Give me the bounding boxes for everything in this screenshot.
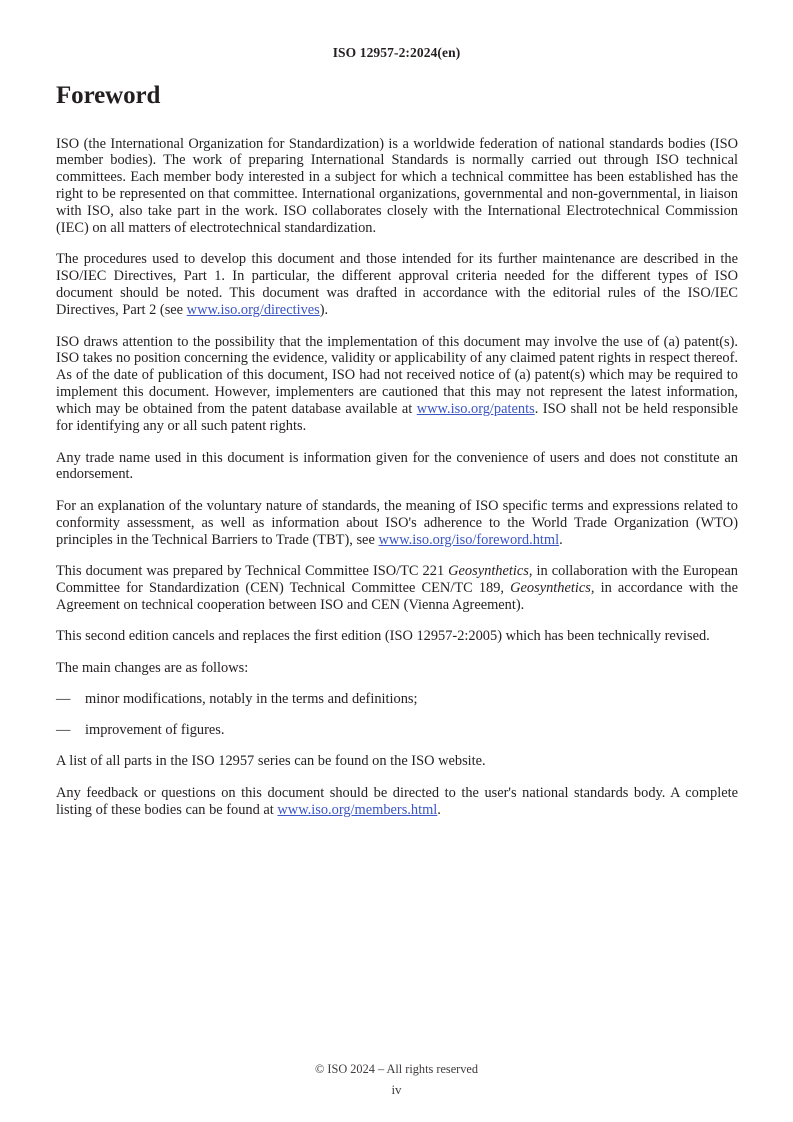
tc-text-3: in accordance with the Agreement on technical cooperation between ISO and CEN (Vienna Agreement). [56, 579, 739, 613]
paragraph-voluntary-text-before: For an explanation of the voluntary nature of standards, the meaning of ISO specific terms and expressions related to conformity assessment, as well as information about ISO's adherence to the World Trade Organization (WTO) principles in the Technical Barriers to Trade (TBT), see [56, 497, 738, 548]
paragraph-patents-text-before: ISO draws attention to the possibility that the implementation of this document may involve the use of (a) patent(s). ISO takes no position concerning the evidence, validity or applicability of any claimed patent rights in respect thereof. As of the date of publication of this document, ISO had not received notice of (a) patent(s) which may be required to implement this document. However, implementers are cautioned that this may not represent the latest information, which may be obtained from the patent database available at [56, 333, 738, 418]
paragraph-trade-name: Any trade name used in this document is information given for the convenience of users and does not constitute an endorsement. [56, 449, 738, 483]
paragraph-voluntary-text-after: . [559, 531, 563, 548]
link-iso-members[interactable]: www.iso.org/members.html [277, 801, 438, 818]
link-iso-foreword[interactable]: www.iso.org/iso/foreword.html [378, 531, 560, 548]
list-item [56, 722, 738, 739]
paragraph-main-changes-intro: The main changes are as follows: [56, 659, 249, 676]
paragraph-feedback-text-after: . [437, 801, 441, 818]
page-number: iv [391, 1082, 402, 1098]
paragraph-voluntary-nature [56, 498, 738, 549]
changes-list [56, 691, 738, 739]
paragraph-feedback-text-before: Any feedback or questions on this document should be directed to the user's national standards body. A complete listing of these bodies can be found at [56, 784, 738, 818]
tc-emphasis-geosynthetics-2: Geosynthetics, [510, 579, 595, 596]
em-dash-bullet-icon: — [56, 691, 71, 708]
list-item [56, 691, 738, 708]
paragraph-procedures-text-before: The procedures used to develop this document and those intended for its further maintenance are described in the ISO/IEC Directives, Part 1. In particular, the different approval criteria needed for the different types of ISO document should be noted. This document was drafted in accordance with the editorial rules of the ISO/IEC Directives, Part 2 (see [56, 251, 738, 319]
page-title: Foreword [56, 82, 161, 109]
paragraph-patents-text-after: . ISO shall not be held responsible for identifying any or all such patent rights. [56, 401, 739, 435]
paragraph-second-edition: This second edition cancels and replaces the first edition (ISO 12957-2:2005) which has been technically revised. [56, 628, 710, 645]
document-content [56, 82, 738, 819]
paragraph-patents [56, 334, 738, 435]
paragraph-iso-intro: ISO (the International Organization for Standardization) is a worldwide federation of national standards bodies (ISO member bodies). The work of preparing International Standards is normally carried out through ISO technical committees. Each member body interested in a subject for which a technical committee has been established has the right to be represented on that committee. International organizations, governmental and non-governmental, in liaison with ISO, also take part in the work. ISO collaborates closely with the International Electrotechnical Commission (IEC) on all matters of electrotechnical standardization. [56, 135, 738, 237]
paragraph-feedback [56, 785, 738, 819]
em-dash-bullet-icon: — [56, 721, 71, 738]
list-item-label: minor modifications, notably in the terms and definitions; [85, 691, 418, 708]
tc-text-2: , in collaboration with the European Committee for Standardization (CEN) Technical Committee CEN/TC 189, [56, 563, 738, 596]
tc-emphasis-geosynthetics-1: Geosynthetics [448, 563, 529, 580]
list-item-label: improvement of figures. [85, 721, 225, 738]
paragraph-technical-committee [56, 563, 738, 614]
paragraph-procedures-text-after: ). [319, 302, 329, 319]
page-footer [0, 1063, 793, 1096]
paragraph-procedures [56, 251, 738, 319]
link-iso-patents[interactable]: www.iso.org/patents [416, 401, 535, 418]
link-iso-directives[interactable]: www.iso.org/directives [186, 302, 320, 319]
tc-text-1: This document was prepared by Technical Committee ISO/TC 221 [56, 563, 449, 580]
copyright-notice: © ISO 2024 – All rights reserved [314, 1062, 479, 1076]
paragraph-parts-list: A list of all parts in the ISO 12957 series can be found on the ISO website. [56, 753, 486, 770]
running-head: ISO 12957-2:2024(en) [332, 45, 461, 60]
